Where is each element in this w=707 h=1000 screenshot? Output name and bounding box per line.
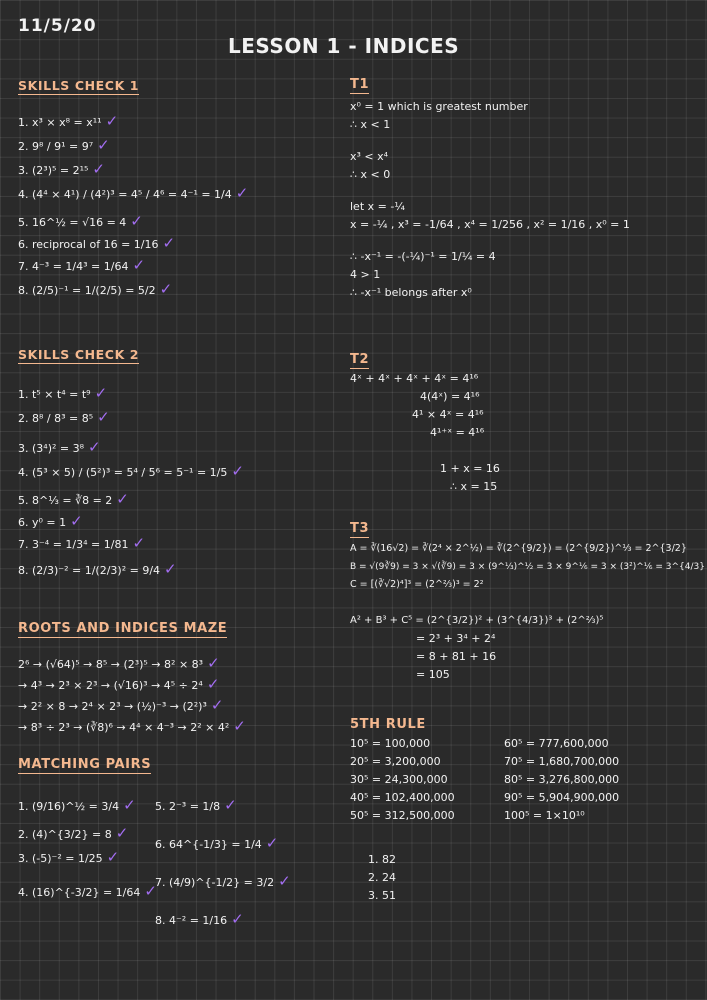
list-item: 100⁵ = 1×10¹⁰ [504, 809, 585, 822]
working-line: 1 + x = 16 [440, 462, 500, 475]
maze-row: → 8³ ÷ 2³ → (∛8)⁶ → 4⁴ × 4⁻³ → 2² × 4² ✓ [18, 717, 246, 735]
list-item: 5. 2⁻³ = 1/8 ✓ [155, 796, 237, 814]
list-item: 1. t⁵ × t⁴ = t⁹ ✓ [18, 384, 108, 402]
list-item: 8. (2/3)⁻² = 1/(2/3)² = 9/4 ✓ [18, 560, 177, 578]
t1-heading: T1 [350, 77, 370, 92]
list-item: 2. (4)^{3/2} = 8 ✓ [18, 824, 129, 842]
working-line: = 8 + 81 + 16 [416, 650, 497, 663]
list-item: 4. (4⁴ × 4¹) / (4²)³ = 4⁵ / 4⁶ = 4⁻¹ = 1/4 ✓ [18, 184, 249, 202]
matching-pairs-heading: MATCHING PAIRS [18, 757, 152, 772]
working-line: x = -¼ , x³ = -1/64 , x⁴ = 1/256 , x² = 1/16 , x⁰ = 1 [350, 218, 630, 231]
skills-check-2-heading: SKILLS CHECK 2 [18, 347, 140, 362]
list-item: 8. (2/5)⁻¹ = 1/(2/5) = 5/2 ✓ [18, 280, 173, 298]
list-item: 30⁵ = 24,300,000 [350, 773, 448, 786]
working-line: let x = -¼ [350, 200, 405, 213]
maze-steps [18, 656, 246, 740]
working-line: A = ∛(16√2) = ∛(2⁴ × 2^½) = ∛(2^{9/2}) = (2^{9/2})^⅓ = 2^{3/2} [350, 543, 687, 554]
list-item: 1. (9/16)^½ = 3/4 ✓ [18, 796, 136, 814]
working-line: C = [(∛√2)⁴]³ = (2^⅔)³ = 2² [350, 579, 484, 590]
list-item: 8. 4⁻² = 1/16 ✓ [155, 910, 244, 928]
working-line: A² + B³ + C⁵ = (2^{3/2})² + (3^{4/3})³ + (2^⅔)⁵ [350, 615, 604, 626]
list-item: 3. (2³)⁵ = 2¹⁵ ✓ [18, 160, 105, 178]
list-item: 20⁵ = 3,200,000 [350, 755, 441, 768]
working-line: 4 > 1 [350, 268, 381, 281]
list-item: 5. 16^½ = √16 = 4 ✓ [18, 212, 143, 230]
fifth-rule-left [350, 737, 455, 827]
list-item: 7. 4⁻³ = 1/4³ = 1/64 ✓ [18, 256, 146, 274]
maze-row: → 4³ → 2³ × 2³ → (√16)³ → 4⁵ ÷ 2⁴ ✓ [18, 675, 220, 693]
list-item: 2. 24 [368, 871, 396, 884]
fifth-rule-right [504, 737, 619, 827]
working-line: ∴ -x⁻¹ belongs after x⁰ [350, 286, 472, 299]
list-item: 3. 51 [368, 889, 396, 902]
working-line: 4(4ˣ) = 4¹⁶ [420, 390, 480, 403]
skills-check-1-heading: SKILLS CHECK 1 [18, 78, 140, 93]
page-title: LESSON 1 - INDICES [228, 34, 460, 58]
t3-heading: T3 [350, 521, 370, 536]
working-line [350, 444, 500, 458]
maze-heading: ROOTS AND INDICES MAZE [18, 621, 228, 636]
working-line: 4ˣ + 4ˣ + 4ˣ + 4ˣ = 4¹⁶ [350, 372, 479, 385]
list-item: 3. (3⁴)² = 3⁸ ✓ [18, 438, 101, 456]
list-item: 7. (4/9)^{-1/2} = 3/2 ✓ [155, 872, 291, 890]
list-item: 5. 8^⅓ = ∛8 = 2 ✓ [18, 490, 129, 508]
working-line: x⁰ = 1 which is greatest number [350, 100, 528, 113]
working-line [350, 136, 630, 146]
working-line: 4¹ × 4ˣ = 4¹⁶ [412, 408, 484, 421]
list-item: 80⁵ = 3,276,800,000 [504, 773, 620, 786]
t2-heading: T2 [350, 352, 370, 367]
working-line: ∴ -x⁻¹ = -(-¼)⁻¹ = 1/¼ = 4 [350, 250, 496, 263]
list-item: 90⁵ = 5,904,900,000 [504, 791, 620, 804]
list-item: 70⁵ = 1,680,700,000 [504, 755, 620, 768]
working-line [350, 596, 705, 610]
skills-check-1-list [18, 114, 248, 302]
list-item: 6. reciprocal of 16 = 1/16 ✓ [18, 234, 176, 252]
list-item: 1. 82 [368, 853, 396, 866]
matching-pairs-right [155, 798, 291, 932]
list-item: 10⁵ = 100,000 [350, 737, 431, 750]
matching-pairs-left [18, 798, 157, 904]
list-item: 2. 8⁸ / 8³ = 8⁵ ✓ [18, 408, 110, 426]
list-item: 40⁵ = 102,400,000 [350, 791, 455, 804]
list-item: 6. 64^{-1/3} = 1/4 ✓ [155, 834, 279, 852]
date: 11/5/20 [18, 16, 97, 36]
list-item: 4. (5³ × 5) / (5²)³ = 5⁴ / 5⁶ = 5⁻¹ = 1/5 ✓ [18, 462, 244, 480]
maze-row: 2⁶ → (√64)⁵ → 8⁵ → (2³)⁵ → 8² × 8³ ✓ [18, 654, 220, 672]
t3-working [350, 542, 705, 686]
list-item: 7. 3⁻⁴ = 1/3⁴ = 1/81 ✓ [18, 534, 146, 552]
list-item: 3. (-5)⁻² = 1/25 ✓ [18, 848, 120, 866]
list-item: 4. (16)^{-3/2} = 1/64 ✓ [18, 882, 157, 900]
list-item: 2. 9⁸ / 9¹ = 9⁷ ✓ [18, 136, 110, 154]
list-item: 50⁵ = 312,500,000 [350, 809, 455, 822]
maze-row: → 2² × 8 → 2⁴ × 2³ → (½)⁻³ → (2²)³ ✓ [18, 696, 224, 714]
list-item: 1. x³ × x⁸ = x¹¹ ✓ [18, 112, 119, 130]
working-line: 4¹⁺ˣ = 4¹⁶ [430, 426, 485, 439]
working-line: B = √(9∛9) = 3 × √(∛9) = 3 × (9^⅓)^½ = 3 × 9^⅙ = 3 × (3²)^⅙ = 3^{4/3} [350, 562, 705, 572]
t2-working [350, 372, 500, 498]
working-line: = 105 [416, 668, 450, 681]
fifth-rule-heading: 5TH RULE [350, 717, 426, 732]
working-line: ∴ x = 15 [450, 480, 498, 493]
working-line [350, 186, 630, 196]
t1-working [350, 100, 630, 304]
working-line: x³ < x⁴ [350, 150, 389, 163]
list-item: 60⁵ = 777,600,000 [504, 737, 609, 750]
working-line: = 2³ + 3⁴ + 2⁴ [416, 632, 496, 645]
skills-check-2-list [18, 386, 244, 582]
fifth-rule-answers [368, 853, 396, 907]
working-line: ∴ x < 0 [350, 168, 391, 181]
list-item: 6. y⁰ = 1 ✓ [18, 512, 83, 530]
working-line: ∴ x < 1 [350, 118, 391, 131]
working-line [350, 236, 630, 246]
